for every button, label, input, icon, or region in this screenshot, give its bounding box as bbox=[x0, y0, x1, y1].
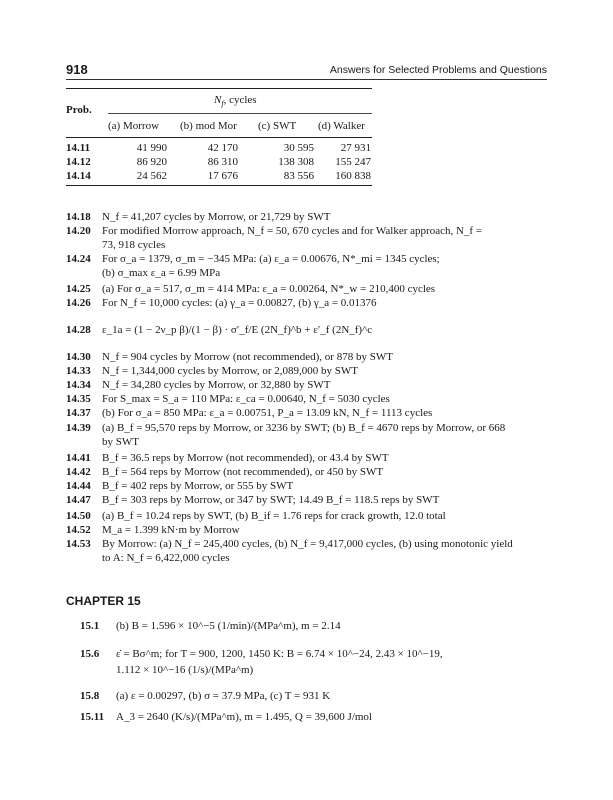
table-cell: 41 990 bbox=[136, 142, 167, 154]
table-col-header: (a) Morrow bbox=[108, 120, 160, 132]
answer-line: 14.52 M_a = 1.399 kN·m by Morrow bbox=[66, 524, 240, 536]
answer-line: 14.35 For S_max = S_a = 110 MPa: ε_ca = 0.00640, N_f = 5030 cycles bbox=[66, 393, 390, 405]
answer-line: (b) σ_max ε_a = 6.99 MPa bbox=[102, 267, 221, 279]
answer-line: 14.28 ε_1a = (1 − 2ν_p β)/(1 − β) · σ′_f/E (2N_f)^b + ε′_f (2N_f)^c bbox=[66, 324, 373, 336]
answer-line: 73, 918 cycles bbox=[102, 239, 166, 251]
table-cell: 86 920 bbox=[136, 156, 167, 168]
answer-line: 15.11 A_3 = 2640 (K/s)/(MPa^m), m = 1.495, Q = 39,600 J/mol bbox=[80, 711, 372, 723]
running-title: Answers for Selected Problems and Questions bbox=[329, 64, 547, 76]
table-cell: 27 931 bbox=[340, 142, 371, 154]
answer-line: 14.47 B_f = 303 reps by Morrow, or 347 by SWT; 14.49 B_f = 118.5 reps by SWT bbox=[66, 494, 440, 506]
answer-line: 14.41 B_f = 36.5 reps by Morrow (not recommended), or 43.4 by SWT bbox=[66, 452, 389, 464]
answer-line: 14.34 N_f = 34,280 cycles by Morrow, or 32,880 by SWT bbox=[66, 379, 331, 391]
answer-line: 14.33 N_f = 1,344,000 cycles by Morrow, or 2,089,000 by SWT bbox=[66, 365, 359, 377]
answer-line: 14.20 For modified Morrow approach, N_f = 50, 670 cycles and for Walker approach, N_f = bbox=[66, 225, 483, 237]
table-header-rule bbox=[66, 137, 372, 138]
answer-line: 14.44 B_f = 402 reps by Morrow, or 555 by SWT bbox=[66, 480, 294, 492]
page-header bbox=[66, 62, 547, 80]
table-row-prob: 14.12 bbox=[66, 156, 91, 168]
page-number: 918 bbox=[66, 62, 88, 77]
table-bottom-rule bbox=[66, 185, 372, 186]
table-col-header: (b) mod Mor bbox=[180, 120, 237, 132]
table-cell: 83 556 bbox=[283, 170, 314, 182]
answer-line: 15.8 (a) ε = 0.00297, (b) σ = 37.9 MPa, (c) T = 931 K bbox=[80, 690, 331, 702]
chapter-heading: CHAPTER 15 bbox=[66, 594, 141, 608]
table-cell: 138 308 bbox=[278, 156, 314, 168]
answer-line: 14.18 N_f = 41,207 cycles by Morrow, or 21,729 by SWT bbox=[66, 211, 331, 223]
table-cell: 17 676 bbox=[207, 170, 238, 182]
answer-line: 14.39 (a) B_f = 95,570 reps by Morrow, or 3236 by SWT; (b) B_f = 4670 reps by Morrow, or 668 bbox=[66, 422, 506, 434]
table-col-header: (c) SWT bbox=[258, 120, 297, 132]
answer-line: 14.42 B_f = 564 reps by Morrow (not recommended), or 450 by SWT bbox=[66, 466, 384, 478]
answer-line: 14.26 For N_f = 10,000 cycles: (a) γ_a = 0.00827, (b) γ_a = 0.01376 bbox=[66, 297, 377, 309]
answer-line: to A: N_f = 6,422,000 cycles bbox=[102, 552, 230, 564]
answer-line: 1.112 × 10^−16 (1/s)/(MPa^m) bbox=[116, 664, 254, 676]
answer-line: 14.50 (a) B_f = 10.24 reps by SWT, (b) B_if = 1.76 reps for crack growth, 12.0 total bbox=[66, 510, 446, 522]
table-top-rule bbox=[66, 88, 372, 89]
answer-line: 15.1 (b) B = 1.596 × 10^−5 (1/min)/(MPa^m), m = 2.14 bbox=[80, 620, 341, 632]
table-col-header: (d) Walker bbox=[318, 120, 365, 132]
answer-line: 14.53 By Morrow: (a) N_f = 245,400 cycles, (b) N_f = 9,417,000 cycles, (b) using monotonic yield bbox=[66, 538, 513, 550]
table-group-header: $N_f$, cycles bbox=[214, 94, 257, 109]
answer-line: 14.37 (b) For σ_a = 850 MPa: ε_a = 0.00751, P_a = 13.09 kN, N_f = 1113 cycles bbox=[66, 407, 433, 419]
table-cell: 160 838 bbox=[335, 170, 371, 182]
table-row-prob: 14.11 bbox=[66, 142, 91, 154]
table-cell: 42 170 bbox=[207, 142, 238, 154]
table-prob-header: Prob. bbox=[66, 104, 92, 116]
table-cell: 86 310 bbox=[207, 156, 238, 168]
answer-line: 14.30 N_f = 904 cycles by Morrow (not recommended), or 878 by SWT bbox=[66, 351, 393, 363]
table-cell: 30 595 bbox=[283, 142, 314, 154]
table-subheader-rule bbox=[108, 113, 372, 114]
answer-line: 14.24 For σ_a = 1379, σ_m = −345 MPa: (a) ε_a = 0.00676, N*_mi = 1345 cycles; bbox=[66, 253, 440, 265]
table-cell: 155 247 bbox=[335, 156, 371, 168]
table-row-prob: 14.14 bbox=[66, 170, 91, 182]
table-cell: 24 562 bbox=[136, 170, 167, 182]
answer-line: 15.6 ε̇ = Bσ^m; for T = 900, 1200, 1450 K: B = 6.74 × 10^−24, 2.43 × 10^−19, bbox=[80, 648, 443, 660]
header-rule bbox=[66, 79, 547, 80]
answer-line: 14.25 (a) For σ_a = 517, σ_m = 414 MPa: ε_a = 0.00264, N*_w = 210,400 cycles bbox=[66, 283, 436, 295]
answer-line: by SWT bbox=[102, 436, 139, 448]
